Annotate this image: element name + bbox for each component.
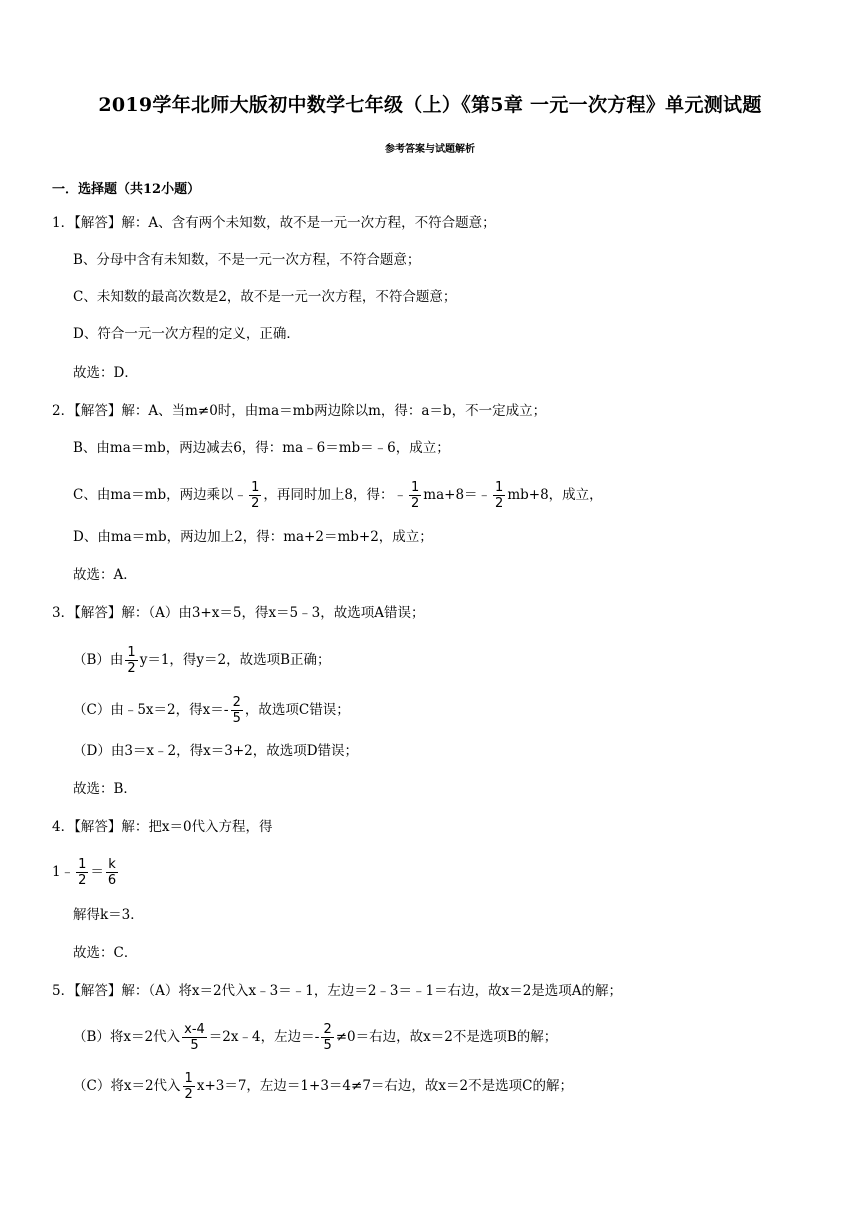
- fraction-two-fifths: $\frac{2}{5}$: [323, 1022, 332, 1053]
- fraction-x-minus-4-over-5: $\frac{x-4}{5}$: [184, 1022, 205, 1053]
- fraction-one-half: $\frac{1}{2}$: [251, 480, 260, 511]
- page-subtitle: 参考答案与试题解析: [385, 144, 475, 155]
- q3-b-text2: y＝1，得y＝2，故选项B正确；: [139, 652, 331, 668]
- fraction-one-half: $\frac{1}{2}$: [495, 480, 504, 511]
- q4-answer: 故选：C．: [73, 945, 138, 961]
- q4-solve: 解得k＝3．: [73, 907, 144, 923]
- q5-b-text3: ≠0＝右边，故x＝2不是选项B的解；: [335, 1029, 558, 1045]
- q5-line-c: [73, 1071, 573, 1102]
- q2-c-text1: C、由ma＝mb，两边乘以﹣: [73, 487, 248, 503]
- q4-eq-text1: 1﹣: [52, 864, 75, 880]
- fraction-two-fifths: $\frac{2}{5}$: [232, 695, 241, 726]
- fraction-one-half: $\frac{1}{2}$: [78, 857, 87, 888]
- q2-c-text4: mb+8，成立，: [507, 487, 603, 503]
- q1-line-c: C、未知数的最高次数是2，故不是一元一次方程，不符合题意；: [73, 289, 457, 305]
- q2-answer: 故选：A．: [73, 567, 137, 583]
- q2-line-c: [73, 480, 603, 511]
- q3-line-c: （C）由﹣5x＝2，得x＝- $\frac{2}{5}$ ，故选项C错误；: [73, 695, 350, 726]
- q5-line-a: 5．【解答】解：（A）将x＝2代入x﹣3＝﹣1，左边＝2﹣3＝﹣1＝右边，故x＝2是选项A的解；: [52, 983, 623, 999]
- fraction-k-sixth: $\frac{k}{6}$: [107, 857, 117, 888]
- q1-line-d: D、符合一元一次方程的定义，正确．: [73, 326, 300, 342]
- q5-line-b: （B）将x＝2代入 $\frac{x-4}{5}$ ＝2x﹣4，左边＝- $\frac{2}{5}$ ≠0＝右边，故x＝2不是选项B的解；: [73, 1022, 558, 1053]
- q3-answer: 故选：B．: [73, 781, 137, 797]
- q3-c-text1: （C）由﹣5x＝2，得x＝: [73, 702, 224, 718]
- q2-c-text2: ，再同时加上8，得：﹣: [263, 487, 407, 503]
- fraction-one-half: $\frac{1}{2}$: [127, 645, 136, 676]
- section-heading: 一．选择题（共12小题）: [52, 182, 201, 197]
- q5-b-text2: ＝2x﹣4，左边＝: [208, 1029, 315, 1045]
- q2-line-a: 2．【解答】解：A、当m≠0时，由ma＝mb两边除以m，得：a＝b，不一定成立；: [52, 403, 547, 419]
- q5-c-text1: （C）将x＝2代入: [73, 1078, 181, 1094]
- q2-line-d: D、由ma＝mb，两边加上2，得：ma+2＝mb+2，成立；: [73, 529, 433, 545]
- q3-line-d: （D）由3＝x﹣2，得x＝3+2，故选项D错误；: [73, 743, 359, 759]
- q4-eq-text2: ＝: [90, 864, 104, 880]
- q4-line-a: 4．【解答】解：把x＝0代入方程，得: [52, 819, 273, 835]
- q5-c-text2: x+3＝7，左边＝1+3＝4≠7＝右边，故x＝2不是选项C的解；: [196, 1078, 573, 1094]
- fraction-one-half: $\frac{1}{2}$: [184, 1071, 193, 1102]
- q4-equation: [52, 857, 120, 888]
- q1-line-a: 1．【解答】解：A、含有两个未知数，故不是一元一次方程，不符合题意；: [52, 215, 496, 231]
- q2-c-text3: ma+8＝﹣: [423, 487, 492, 503]
- q3-line-a: 3．【解答】解：（A）由3+x＝5，得x＝5﹣3，故选项A错误；: [52, 605, 425, 621]
- fraction-one-half: $\frac{1}{2}$: [411, 480, 420, 511]
- q1-line-b: B、分母中含有未知数，不是一元一次方程，不符合题意；: [73, 252, 421, 268]
- page-title: 2019学年北师大版初中数学七年级（上）《第5章 一元一次方程》单元测试题: [98, 94, 762, 116]
- q5-b-text1: （B）将x＝2代入: [73, 1029, 181, 1045]
- q3-c-text2: ，故选项C错误；: [244, 702, 350, 718]
- q3-line-b: [73, 645, 331, 676]
- q1-answer: 故选：D．: [73, 365, 138, 381]
- q3-b-text1: （B）由: [73, 652, 124, 668]
- q2-line-b: B、由ma＝mb，两边减去6，得：ma﹣6＝mb＝﹣6，成立；: [73, 440, 450, 456]
